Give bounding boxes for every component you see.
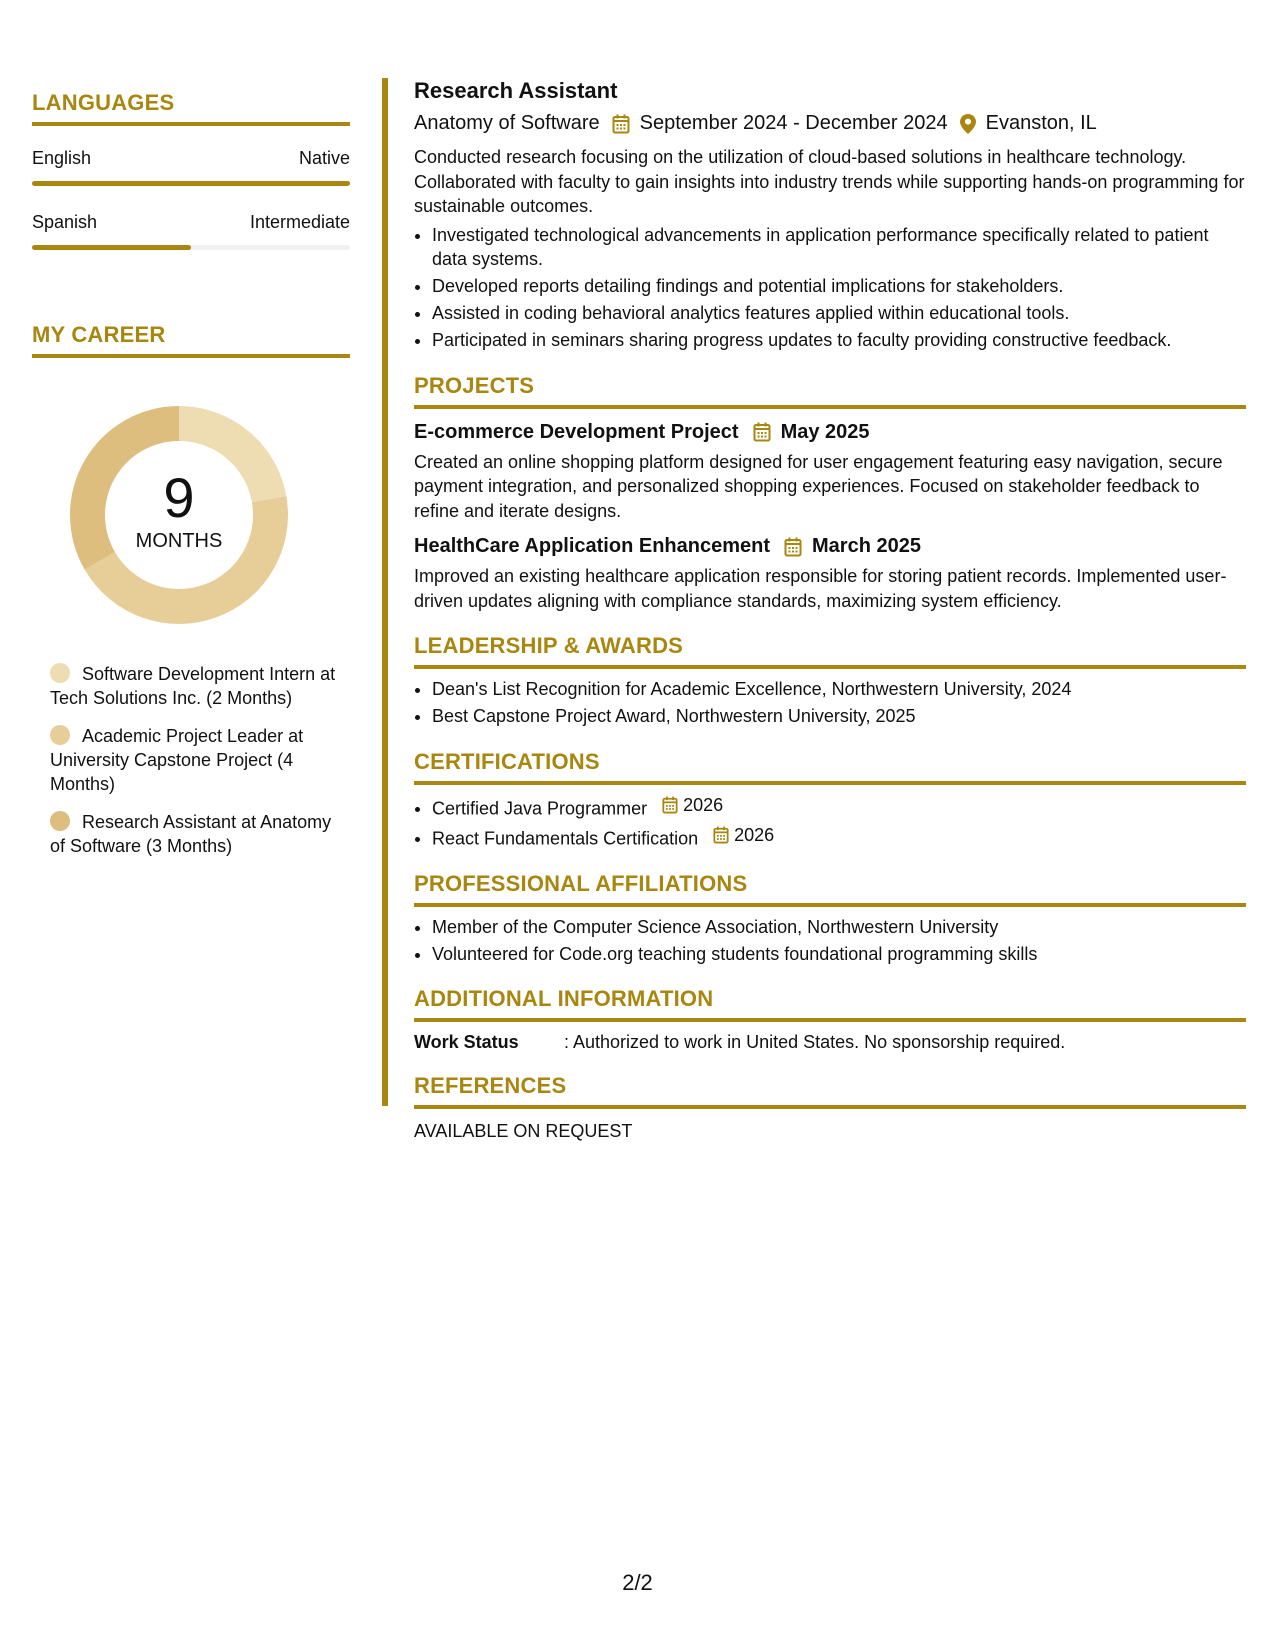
page-number: 2/2 bbox=[622, 1570, 653, 1595]
calendar-icon bbox=[713, 826, 729, 844]
job-meta bbox=[414, 112, 1246, 135]
donut-total-unit: MONTHS bbox=[135, 530, 223, 552]
work-status-label: Work Status bbox=[414, 1032, 519, 1052]
references-heading: REFERENCES bbox=[414, 1073, 1246, 1109]
list-item: • Investigated technological advancements in application performance specifically related to patient data systems. bbox=[432, 223, 1246, 272]
awards-list bbox=[414, 677, 1246, 729]
location-pin-icon bbox=[960, 114, 976, 134]
legend-dot bbox=[50, 811, 70, 831]
certifications-section bbox=[414, 749, 1246, 851]
legend-item bbox=[50, 724, 340, 796]
awards-heading: LEADERSHIP & AWARDS bbox=[414, 633, 1246, 669]
list-item: • Participated in seminars sharing progress updates to faculty providing constructive feedback. bbox=[432, 328, 1246, 353]
project-name: E-commerce Development Project bbox=[414, 420, 739, 443]
job-description: Conducted research focusing on the utilization of cloud-based solutions in healthcare technology. Collaborated with faculty to gain insights into industry trends while supporting hands-on programming for sustainable outcomes. bbox=[414, 147, 1245, 216]
work-status-value: : Authorized to work in United States. No sponsorship required. bbox=[564, 1032, 1066, 1052]
project-date: March 2025 bbox=[812, 535, 921, 557]
project-item bbox=[414, 535, 1246, 613]
affiliations-section bbox=[414, 871, 1246, 967]
calendar-icon bbox=[612, 114, 630, 134]
list-item: • Assisted in coding behavioral analytics features applied within educational tools. bbox=[432, 301, 1246, 326]
column-divider bbox=[382, 78, 388, 1106]
list-item: • Best Capstone Project Award, Northwestern University, 2025 bbox=[432, 704, 1246, 729]
legend-label: Software Development Intern at Tech Solutions Inc. (2 Months) bbox=[50, 664, 336, 708]
certification-date: 2026 bbox=[734, 824, 775, 845]
language-level: Intermediate bbox=[249, 212, 350, 232]
list-item bbox=[432, 823, 1246, 851]
legend-label: Academic Project Leader at University Capstone Project (4 Months) bbox=[50, 726, 304, 794]
list-item: • Developed reports detailing findings and potential implications for stakeholders. bbox=[432, 274, 1246, 299]
list-item: • Volunteered for Code.org teaching students foundational programming skills bbox=[432, 942, 1246, 967]
project-date: May 2025 bbox=[780, 420, 870, 443]
language-bar bbox=[32, 181, 350, 186]
references-section bbox=[414, 1073, 1246, 1142]
calendar-icon bbox=[784, 537, 802, 557]
references-text: AVAILABLE ON REQUEST bbox=[414, 1121, 633, 1141]
list-item bbox=[432, 793, 1246, 821]
projects-heading: PROJECTS bbox=[414, 373, 1246, 409]
affiliations-heading: PROFESSIONAL AFFILIATIONS bbox=[414, 871, 1246, 907]
certification-date: 2026 bbox=[683, 794, 724, 815]
projects-section bbox=[414, 373, 1246, 614]
project-description: Improved an existing healthcare application responsible for storing patient records. Implemented user-driven updates aligning with compliance standards, maximizing system efficiency. bbox=[414, 566, 1227, 611]
certification-name: React Fundamentals Certification bbox=[432, 828, 699, 848]
career-heading: MY CAREER bbox=[32, 322, 350, 358]
project-item bbox=[414, 421, 1246, 524]
language-item bbox=[32, 212, 350, 250]
languages-heading: LANGUAGES bbox=[32, 90, 350, 126]
language-item bbox=[32, 148, 350, 186]
language-name: English bbox=[32, 148, 92, 168]
certifications-heading: CERTIFICATIONS bbox=[414, 749, 1246, 785]
job-company: Anatomy of Software bbox=[414, 112, 600, 134]
legend-dot bbox=[50, 663, 70, 683]
job-dates: September 2024 - December 2024 bbox=[639, 112, 948, 134]
language-bar bbox=[32, 245, 350, 250]
language-bar-fill bbox=[32, 181, 350, 186]
list-item: • Member of the Computer Science Association, Northwestern University bbox=[432, 915, 1246, 940]
career-legend bbox=[50, 662, 340, 858]
affiliations-list bbox=[414, 915, 1246, 967]
project-description: Created an online shopping platform designed for user engagement featuring easy navigation, secure payment integration, and personalized shopping experiences. Focused on stakeholder feedback to refine and iterate designs. bbox=[414, 451, 1223, 521]
legend-dot bbox=[50, 725, 70, 745]
donut-total-number: 9 bbox=[163, 466, 195, 529]
certification-name: Certified Java Programmer bbox=[432, 797, 648, 818]
language-level: Native bbox=[298, 148, 350, 168]
language-bar-fill bbox=[32, 245, 191, 250]
list-item: • Dean's List Recognition for Academic Excellence, Northwestern University, 2024 bbox=[432, 677, 1246, 702]
career-donut-chart bbox=[64, 400, 294, 630]
project-name: HealthCare Application Enhancement bbox=[414, 535, 770, 557]
calendar-icon bbox=[753, 422, 771, 442]
awards-section bbox=[414, 633, 1246, 729]
legend-label: Research Assistant at Anatomy of Software (3 Months) bbox=[50, 812, 332, 856]
job-location: Evanston, IL bbox=[985, 112, 1097, 134]
job-bullets bbox=[414, 223, 1246, 353]
certifications-list bbox=[414, 793, 1246, 851]
legend-item bbox=[50, 662, 340, 710]
left-column bbox=[32, 90, 350, 872]
legend-item bbox=[50, 810, 340, 858]
job-title: Research Assistant bbox=[414, 78, 618, 103]
calendar-icon bbox=[662, 796, 678, 814]
language-name: Spanish bbox=[32, 212, 98, 232]
additional-section bbox=[414, 986, 1246, 1053]
additional-heading: ADDITIONAL INFORMATION bbox=[414, 986, 1246, 1022]
right-column bbox=[414, 78, 1246, 1142]
